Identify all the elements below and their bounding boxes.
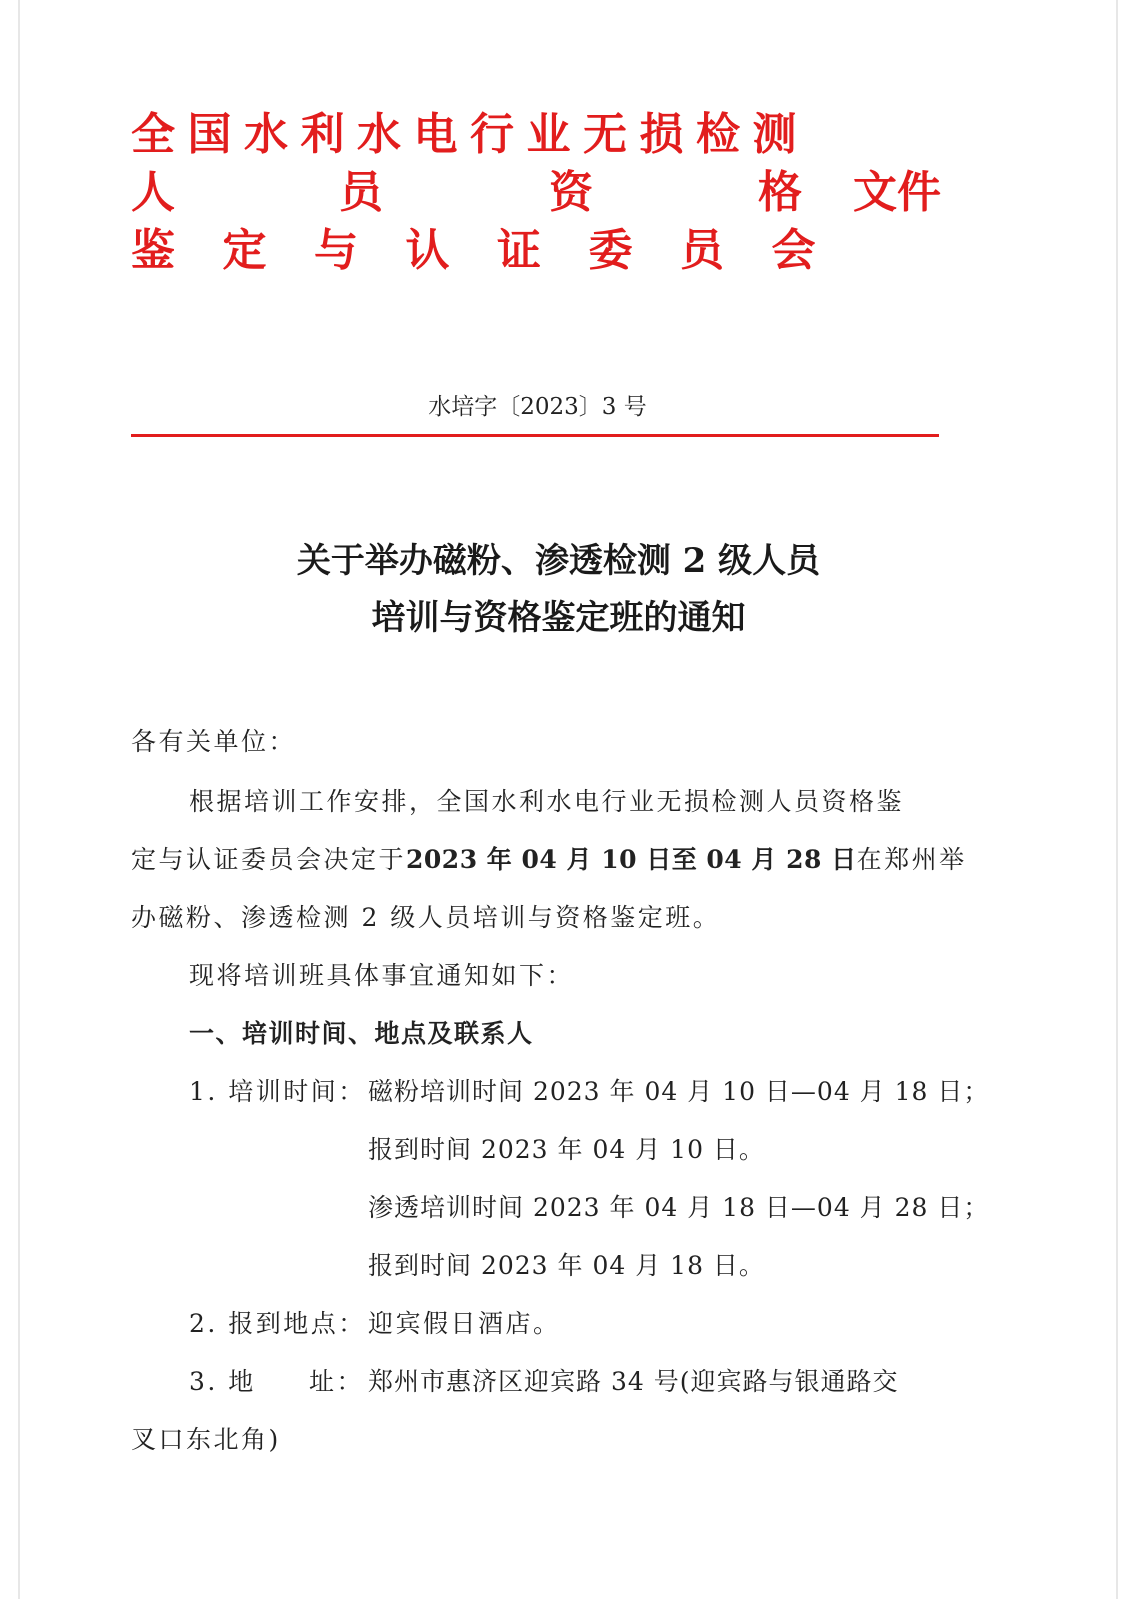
paragraph-text: 在郑州举 — [856, 845, 967, 874]
header-char: 员 — [339, 167, 383, 218]
header-char: 无 — [583, 109, 627, 160]
header-char: 人 — [131, 167, 175, 218]
item-1-line-2: 报到时间 2023 年 04 月 10 日。 — [368, 1135, 765, 1164]
document-title-line-1: 关于举办磁粉、渗透检测 2 级人员 — [296, 541, 821, 581]
header-char: 员 — [680, 225, 724, 276]
item-2-label: 2. 报到地点： — [189, 1309, 366, 1338]
item-1-line-4: 报到时间 2023 年 04 月 18 日。 — [368, 1251, 765, 1280]
header-char: 鉴 — [131, 225, 175, 276]
header-char: 证 — [497, 225, 541, 276]
header-char: 认 — [405, 225, 450, 276]
header-char: 定 — [222, 225, 267, 276]
paragraph-1-line-1: 根据培训工作安排，全国水利水电行业无损检测人员资格鉴 — [189, 787, 905, 816]
paragraph-2: 现将培训班具体事宜通知如下： — [189, 961, 575, 990]
header-line-1 — [131, 106, 863, 164]
header-char: 测 — [752, 109, 797, 160]
header-char: 会 — [771, 225, 816, 276]
item-3-value-line-2: 叉口东北角) — [131, 1425, 281, 1454]
header-line-3 — [131, 222, 863, 280]
item-3-label-prefix: 3. 地 — [189, 1367, 256, 1396]
header-char: 利 — [300, 109, 345, 160]
header-char: 格 — [758, 167, 802, 218]
page-edge-right — [1116, 0, 1118, 1599]
header-char: 检 — [696, 109, 740, 160]
header-char: 委 — [588, 225, 633, 276]
header-line-2 — [131, 164, 941, 222]
header-char: 国 — [187, 109, 232, 160]
salutation: 各有关单位： — [131, 727, 297, 756]
header-char: 全 — [131, 109, 175, 160]
header-char: 损 — [639, 109, 684, 160]
header-char: 资 — [549, 167, 593, 218]
item-1-line-1: 磁粉培训时间 2023 年 04 月 10 日—04 月 18 日； — [368, 1077, 990, 1106]
header-separator-rule — [131, 434, 939, 437]
header-char: 与 — [314, 225, 358, 276]
paragraph-1-line-2 — [131, 840, 967, 876]
document-number: 水培字〔2023〕3 号 — [428, 394, 647, 420]
paragraph-1-line-3: 办磁粉、渗透检测 2 级人员培训与资格鉴定班。 — [131, 903, 721, 932]
header-char: 电 — [413, 109, 458, 160]
item-2-value: 迎宾假日酒店。 — [368, 1309, 561, 1338]
section-heading-1: 一、培训时间、地点及联系人 — [189, 1019, 534, 1048]
header-char: 水 — [244, 109, 288, 160]
item-3-value-line-1: 郑州市惠济区迎宾路 34 号(迎宾路与银通路交 — [368, 1367, 899, 1396]
training-dates-highlight: 2023 年 04 月 10 日至 04 月 28 日 — [406, 845, 857, 874]
item-3-label-suffix: 址： — [309, 1367, 365, 1396]
issuing-authority-header — [131, 106, 941, 280]
paragraph-text: 定与认证委员会决定于 — [131, 845, 407, 874]
item-1-label: 1. 培训时间： — [189, 1077, 366, 1106]
header-char: 业 — [526, 109, 571, 160]
page-edge-left — [18, 0, 20, 1599]
header-char: 行 — [470, 109, 514, 160]
document-title-line-2: 培训与资格鉴定班的通知 — [371, 598, 746, 638]
header-char: 水 — [357, 109, 401, 160]
item-1-line-3: 渗透培训时间 2023 年 04 月 18 日—04 月 28 日； — [368, 1193, 990, 1222]
header-char: 文件 — [853, 167, 941, 218]
